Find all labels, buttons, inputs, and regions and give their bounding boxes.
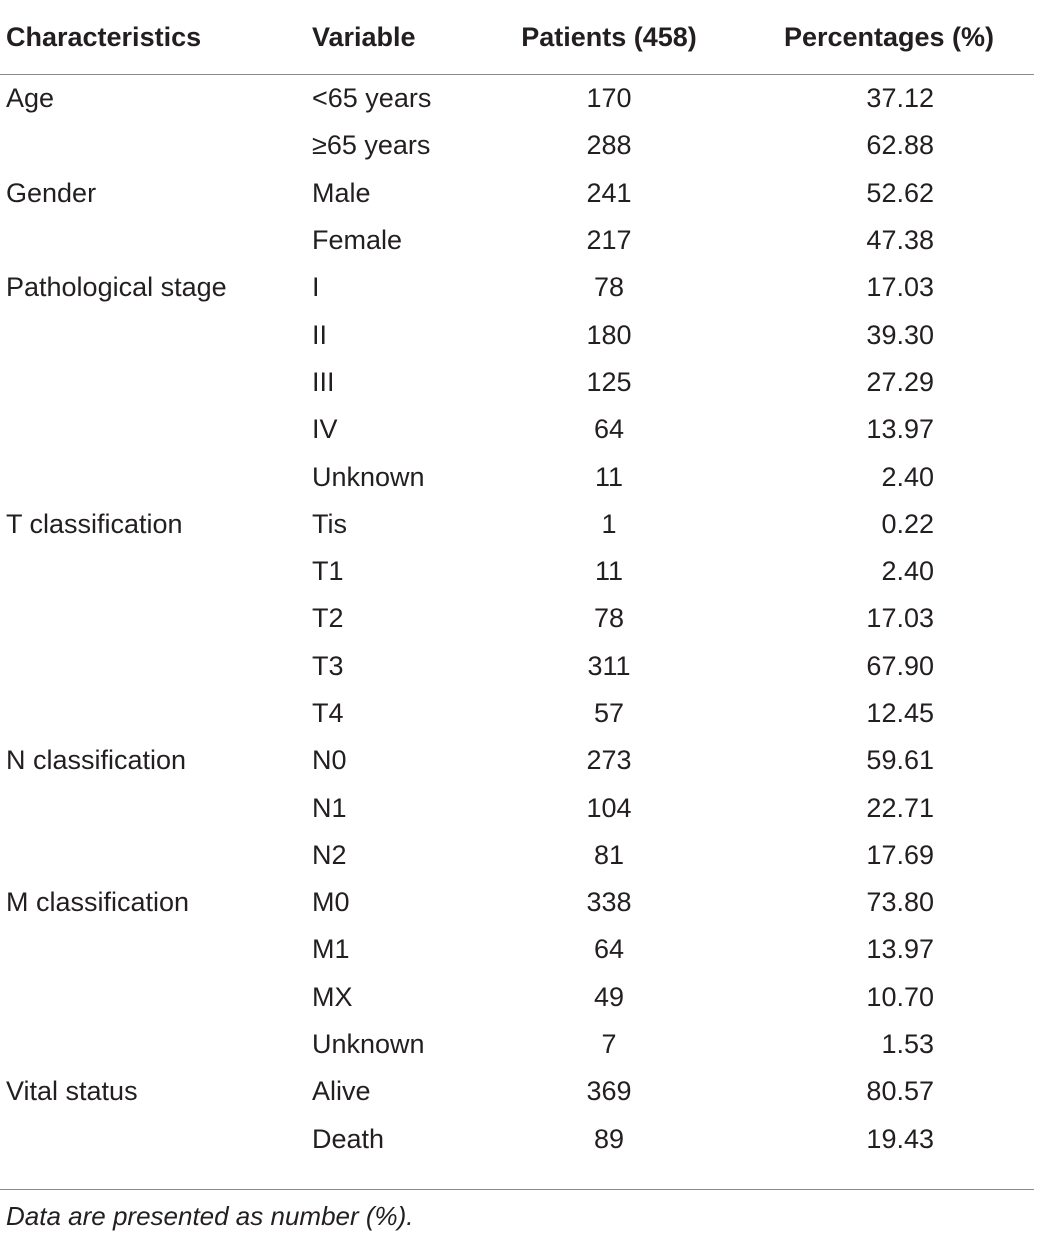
cell-patients: 273 xyxy=(586,745,632,776)
cell-variable: T1 xyxy=(312,556,344,587)
table-row xyxy=(0,311,1034,358)
table-row xyxy=(0,122,1034,169)
cell-variable: Tis xyxy=(312,508,347,539)
cell-percentage: 80.57 xyxy=(866,1076,934,1107)
table-row xyxy=(0,359,1034,406)
table-header-row xyxy=(0,0,1034,75)
cell-patients: 89 xyxy=(593,1123,625,1154)
table-row xyxy=(0,737,1034,784)
header-percentages: Percentages (%) xyxy=(734,0,1034,75)
table-row xyxy=(0,974,1034,1021)
cell-patients: 217 xyxy=(586,225,632,256)
cell-patients: 170 xyxy=(586,83,632,114)
header-characteristics: Characteristics xyxy=(0,0,300,75)
cell-percentage: 62.88 xyxy=(866,130,934,161)
header-variable: Variable xyxy=(300,0,490,75)
cell-variable: T4 xyxy=(312,698,344,728)
cell-percentage: 0.22 xyxy=(881,508,934,539)
cell-characteristic xyxy=(0,453,300,500)
table-row xyxy=(0,501,1034,548)
table-row xyxy=(0,1116,1034,1163)
cell-characteristic xyxy=(0,1116,300,1163)
cell-characteristic: M classification xyxy=(6,887,190,918)
cell-patients: 1 xyxy=(601,508,617,539)
cell-patients: 78 xyxy=(593,272,625,303)
cell-variable: T3 xyxy=(312,650,344,681)
cell-characteristic: T classification xyxy=(6,508,183,539)
cell-characteristic xyxy=(0,548,300,595)
table-row xyxy=(0,784,1034,831)
cell-percentage: 27.29 xyxy=(866,366,934,397)
cell-patients: 369 xyxy=(586,1076,632,1107)
cell-variable: T2 xyxy=(312,603,344,634)
cell-variable: M0 xyxy=(312,887,350,918)
cell-percentage: 67.90 xyxy=(866,650,934,681)
cell-variable: Unknown xyxy=(312,1029,425,1060)
cell-characteristic xyxy=(0,1021,300,1068)
cell-patients: 49 xyxy=(593,981,625,1012)
cell-variable: N2 xyxy=(312,839,347,870)
cell-variable: III xyxy=(312,366,335,397)
table-row xyxy=(0,264,1034,311)
cell-patients: 180 xyxy=(586,319,632,350)
cell-percentage: 12.45 xyxy=(866,698,934,728)
cell-percentage: 73.80 xyxy=(866,887,934,918)
cell-variable: I xyxy=(312,272,320,303)
cell-characteristic xyxy=(0,122,300,169)
cell-percentage: 17.69 xyxy=(866,839,934,870)
cell-characteristic xyxy=(0,311,300,358)
cell-percentage: 17.03 xyxy=(866,603,934,634)
cell-patients: 11 xyxy=(594,556,624,587)
table-row xyxy=(0,1021,1034,1068)
cell-patients: 81 xyxy=(593,839,625,870)
table-row xyxy=(0,75,1034,123)
table-bottom-rule xyxy=(0,1189,1034,1190)
cell-percentage: 10.70 xyxy=(866,981,934,1012)
cell-patients: 104 xyxy=(586,792,632,823)
cell-variable: IV xyxy=(312,414,338,445)
table-row xyxy=(0,406,1034,453)
cell-characteristic: Age xyxy=(6,83,55,114)
cell-patients: 125 xyxy=(586,366,632,397)
cell-percentage: 59.61 xyxy=(866,745,934,776)
cell-variable: Death xyxy=(312,1123,385,1154)
table-row xyxy=(0,595,1034,642)
cell-characteristic xyxy=(0,690,300,737)
cell-variable: ≥65 years xyxy=(312,130,431,161)
cell-characteristic xyxy=(0,217,300,264)
header-patients: Patients (458) xyxy=(490,0,734,75)
cell-characteristic xyxy=(0,974,300,1021)
cell-percentage: 17.03 xyxy=(866,272,934,303)
table-row xyxy=(0,170,1034,217)
cell-characteristic: Gender xyxy=(6,177,97,208)
cell-percentage: 2.40 xyxy=(881,461,934,492)
cell-variable: Male xyxy=(312,177,371,208)
cell-characteristic xyxy=(0,926,300,973)
cell-percentage: 52.62 xyxy=(866,177,934,208)
cell-characteristic xyxy=(0,832,300,879)
cell-patients: 64 xyxy=(593,934,625,965)
cell-patients: 338 xyxy=(586,887,632,918)
cell-percentage: 19.43 xyxy=(866,1123,934,1154)
cell-variable: II xyxy=(312,319,328,350)
cell-variable: Female xyxy=(312,225,403,256)
cell-percentage: 39.30 xyxy=(866,319,934,350)
table-footnote: Data are presented as number (%). xyxy=(6,1201,414,1231)
cell-percentage: 47.38 xyxy=(866,225,934,256)
cell-patients: 78 xyxy=(593,603,625,634)
cell-patients: 57 xyxy=(593,698,625,728)
cell-percentage: 1.53 xyxy=(881,1029,934,1060)
table-row xyxy=(0,690,1034,737)
cell-patients: 288 xyxy=(586,130,632,161)
cell-variable: N0 xyxy=(312,745,347,776)
cell-characteristic: Pathological stage xyxy=(6,272,227,303)
cell-characteristic xyxy=(0,784,300,831)
cell-patients: 11 xyxy=(594,461,624,492)
table-row xyxy=(0,453,1034,500)
table-row xyxy=(0,643,1034,690)
cell-characteristic: N classification xyxy=(6,745,187,776)
cell-characteristic: Vital status xyxy=(6,1076,138,1107)
table-row xyxy=(0,879,1034,926)
cell-characteristic xyxy=(0,643,300,690)
table-row xyxy=(0,832,1034,879)
cell-variable: Unknown xyxy=(312,461,425,492)
cell-patients: 64 xyxy=(593,414,625,445)
cell-patients: 7 xyxy=(601,1029,617,1060)
table-row xyxy=(0,217,1034,264)
table-row xyxy=(0,548,1034,595)
cell-variable: Alive xyxy=(312,1076,371,1107)
cell-percentage: 2.40 xyxy=(881,556,934,587)
cell-variable: N1 xyxy=(312,792,347,823)
cell-patients: 311 xyxy=(587,650,631,681)
cell-characteristic xyxy=(0,595,300,642)
cell-percentage: 37.12 xyxy=(866,83,934,114)
cell-characteristic xyxy=(0,406,300,453)
cell-patients: 241 xyxy=(586,177,632,208)
cell-characteristic xyxy=(0,359,300,406)
cell-percentage: 13.97 xyxy=(866,934,934,965)
cell-variable: MX xyxy=(312,981,353,1012)
cell-percentage: 13.97 xyxy=(866,414,934,445)
cell-variable: <65 years xyxy=(312,83,432,114)
table-body xyxy=(0,75,1034,1163)
table-row xyxy=(0,926,1034,973)
cell-variable: M1 xyxy=(312,934,350,965)
cell-percentage: 22.71 xyxy=(866,792,934,823)
table-row xyxy=(0,1068,1034,1115)
